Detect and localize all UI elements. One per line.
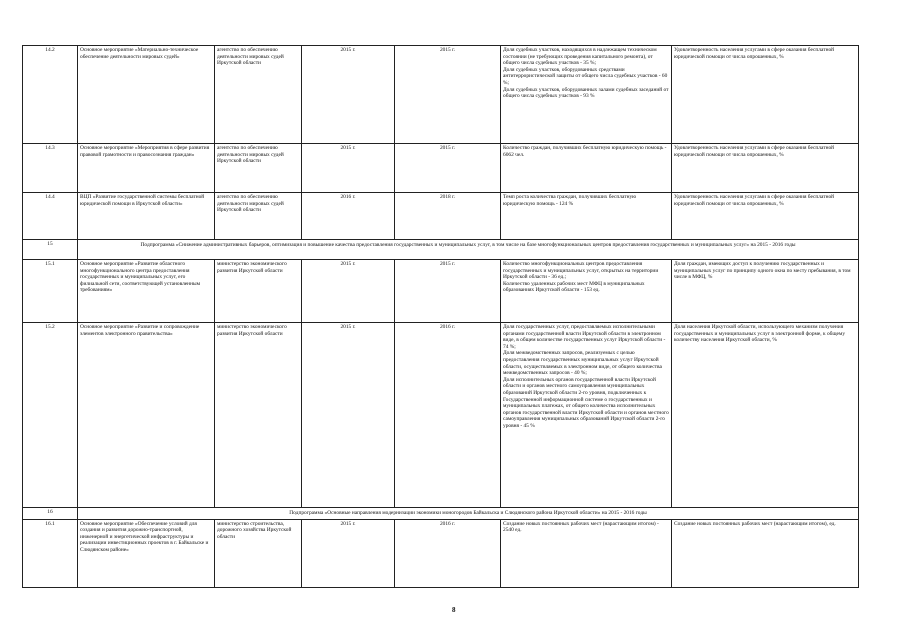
results-cell (501, 519, 672, 587)
row-number: 15 (23, 240, 78, 260)
table-row (23, 144, 859, 193)
results-cell (501, 46, 672, 144)
table-row (23, 193, 859, 240)
event-cell: ВЦП «Развитие государственной системы бесплатной юридической помощи в Иркутской области» (78, 193, 215, 240)
result-line: Создание новых постоянных рабочих мест (нарастающим итогом) - 2540 ед. (503, 520, 659, 534)
result-line: Количество многофункциональных центров предоставления государственных и муниципальных услуг, открытых на территории Иркутской области - 36 ед.; (503, 261, 659, 281)
row-number: 15.2 (23, 323, 78, 508)
result-line: Количество удаленных рабочих мест МФЦ в муниципальных образованиях Иркутской области - 153 ед. (503, 280, 645, 294)
end-cell: 2015 г. (395, 46, 501, 144)
executor-cell: министерство экономического развития Иркутской области (215, 260, 302, 323)
row-number: 14.3 (23, 144, 78, 193)
end-cell: 2016 г. (395, 323, 501, 508)
results-cell (501, 260, 672, 323)
indicator-cell: Удовлетворенность населения услугами в сфере оказания бесплатной юридической помощи от числа опрошенных, % (672, 193, 859, 240)
results-cell (501, 144, 672, 193)
row-number: 16.1 (23, 519, 78, 587)
subprogram-row (23, 508, 859, 520)
table-row (23, 260, 859, 323)
row-number: 14.4 (23, 193, 78, 240)
table-row (23, 519, 859, 587)
result-line: Темп роста количества граждан, получивших бесплатную юридическую помощь - 124 % (503, 194, 637, 207)
end-cell: 2015 г. (395, 260, 501, 323)
result-line: Доля государственных услуг, предоставляемых исполнительными органами государственной власти Иркутской области в электронном виде, в общем количестве государственных услуг Иркутской области - 74 %; (503, 324, 666, 350)
executor-cell: министерство экономического развития Иркутской области (215, 323, 302, 508)
result-line: Доля судебных участков, оборудованных средствами антитеррористической защиты от общего числа судебных участков - 60 %; (503, 66, 668, 86)
end-cell: 2016 г. (395, 519, 501, 587)
indicator-cell: Доля населения Иркутской области, использующего механизм получения государственных и муниципальных услуг в электронной форме, к общему количеству населения Иркутской области, % (672, 323, 859, 508)
row-number: 15.1 (23, 260, 78, 323)
result-line: Количество граждан, получивших бесплатную юридическую помощь - 6062 чел. (503, 145, 667, 158)
indicator-cell: Создание новых постоянных рабочих мест (нарастающим итогом), ед. (672, 519, 859, 587)
executor-cell: агентство по обеспечению деятельности мировых судей Иркутской области (215, 46, 302, 144)
result-line: Доля судебных участков, оборудованных залами судебных заседаний от общего числа судебных участков - 93 % (503, 86, 669, 100)
table-row (23, 46, 859, 144)
result-line: Доля исполнительных органов государственной власти Иркутской области и органов местного самоуправления муниципальных образований Иркутской области 2-го уровня, подключенных к Государственной информационной системе о государственных и муниципальных платежах, от общего количества исполнительных органов государственной власти Иркутской области и органов местного самоуправления муниципальных образований Иркутской области 2-го уровня - 45 % (503, 376, 669, 429)
indicator-cell: Удовлетворенность населения услугами в сфере оказания бесплатной юридической помощи от числа опрошенных, % (672, 46, 859, 144)
event-cell: Основное мероприятие «Мероприятия в сфере развития правовой грамотности и правосознания граждан» (78, 144, 215, 193)
result-line: Доля судебных участков, находящихся в надлежащем техническом состоянии (не требующих проведения капитального ремонта), от общего числа судебных участков - 35 %; (503, 47, 657, 67)
results-cell (501, 193, 672, 240)
results-cell (501, 323, 672, 508)
executor-cell: министерство строительства, дорожного хозяйства Иркутской области (215, 519, 302, 587)
start-cell: 2015 г. (302, 519, 395, 587)
table-row (23, 323, 859, 508)
event-cell: Основное мероприятие «Материально-техническое обеспечение деятельности мировых судей» (78, 46, 215, 144)
end-cell: 2018 г. (395, 193, 501, 240)
event-cell: Основное мероприятие «Развитие и сопровождение элементов электронного правительства» (78, 323, 215, 508)
subprogram-title: Подпрограмма «Основные направления модернизации экономики моногородов Байкальска и Слюдянского района Иркутской области» на 2015 - 2016 годы (78, 508, 859, 520)
indicator-cell: Доля граждан, имеющих доступ к получению государственных и муниципальных услуг по принципу одного окна по месту пребывания, в том числе в МФЦ, % (672, 260, 859, 323)
start-cell: 2015 г. (302, 323, 395, 508)
indicator-cell: Удовлетворенность населения услугами в сфере оказания бесплатной юридической помощи от числа опрошенных, % (672, 144, 859, 193)
executor-cell: агентство по обеспечению деятельности мировых судей Иркутской области (215, 193, 302, 240)
program-table (22, 45, 859, 588)
event-cell: Основное мероприятие «Обеспечение условий для создания и развития дорожно-транспортной, инженерной и энергетической инфраструктуры и реализации инвестиционных проектов в г. Байкальске и Слюдянском районе» (78, 519, 215, 587)
row-number: 16 (23, 508, 78, 520)
subprogram-title: Подпрограмма «Снижение административных барьеров, оптимизация и повышение качества предоставления государственных и муниципальных услуг, в том числе на базе многофункциональных центров предоставления государственных и муниципальных услуг» на 2015 - 2016 годы (78, 240, 859, 260)
start-cell: 2016 г. (302, 193, 395, 240)
page-number: 8 (452, 606, 456, 614)
end-cell: 2015 г. (395, 144, 501, 193)
start-cell: 2015 г. (302, 144, 395, 193)
result-line: Доля межведомственных запросов, реализуемых с целью предоставления государственных муниципальных услуг Иркутской области, осуществляемых в электронном виде, от общего количества межведомственных запросов - 40 %; (503, 350, 662, 377)
start-cell: 2015 г. (302, 46, 395, 144)
executor-cell: агентство по обеспечению деятельности мировых судей Иркутской области (215, 144, 302, 193)
event-cell: Основное мероприятие «Развитие областного многофункционального центра предоставления государственных и муниципальных услуг, его филиальной сети, соответствующей установленным требованиям» (78, 260, 215, 323)
row-number: 14.2 (23, 46, 78, 144)
subprogram-row (23, 240, 859, 260)
start-cell: 2015 г. (302, 260, 395, 323)
